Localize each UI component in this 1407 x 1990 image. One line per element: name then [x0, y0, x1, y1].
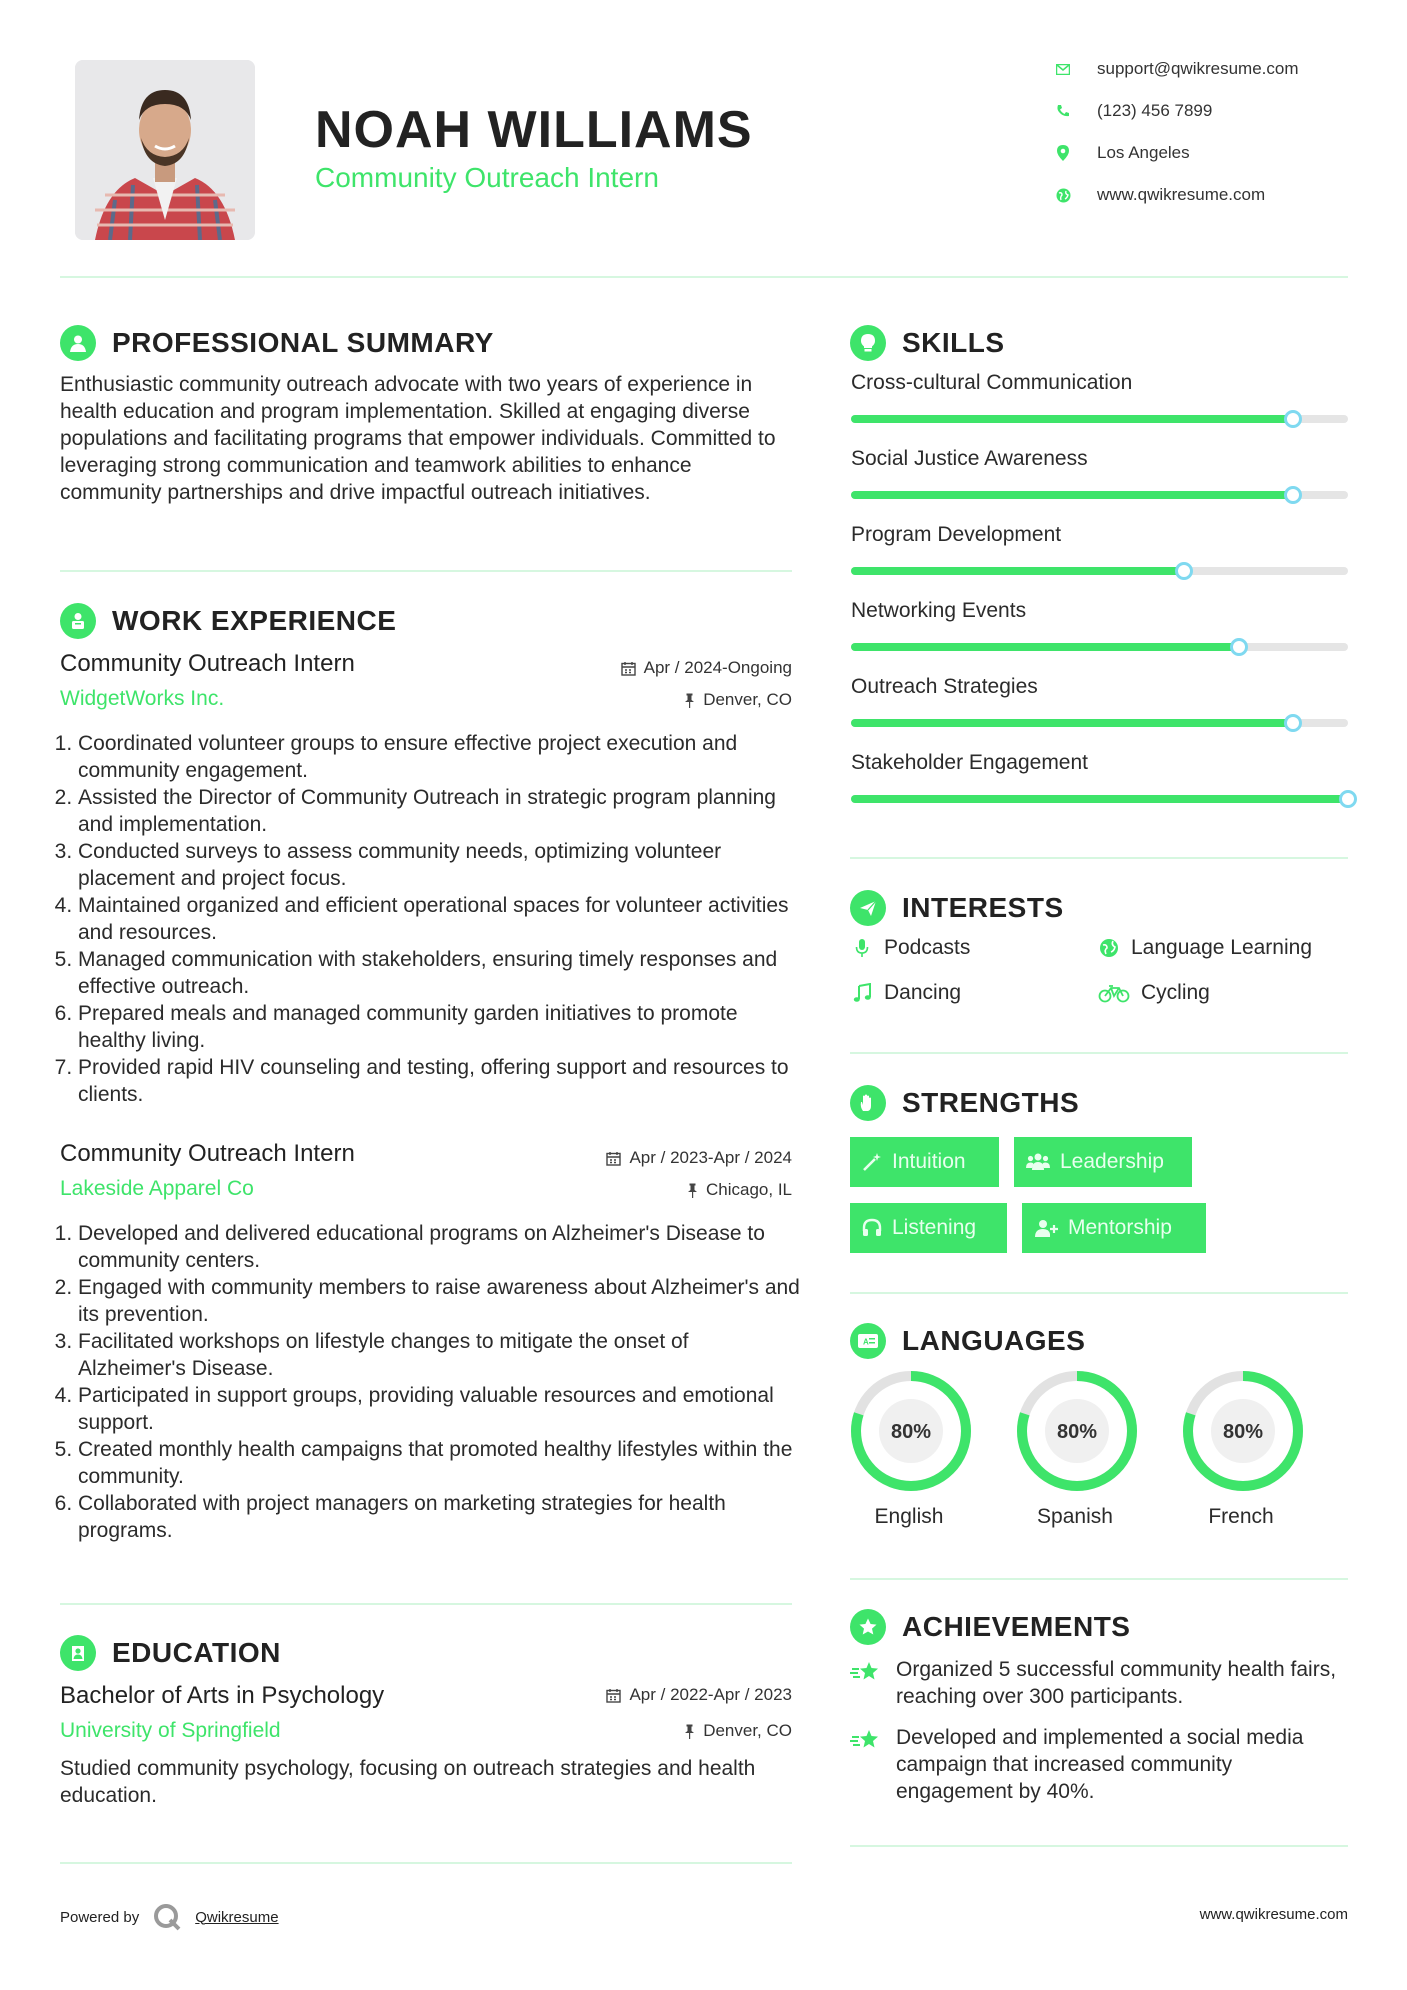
job-date-text: Apr / 2023-Apr / 2024 — [629, 1148, 792, 1167]
strength-tag — [850, 1203, 1007, 1253]
interests-divider — [850, 1052, 1348, 1054]
achievement-text: Organized 5 successful community health fairs, reaching over 300 participants. — [896, 1658, 1337, 1708]
svg-text:A: A — [863, 1337, 869, 1347]
summary-title: PROFESSIONAL SUMMARY — [112, 327, 494, 358]
contact-website[interactable] — [1055, 183, 1265, 207]
achievements-title: ACHIEVEMENTS — [902, 1611, 1131, 1642]
skill-fill — [851, 567, 1184, 575]
language-label: Spanish — [1037, 1505, 1113, 1528]
list-item: 5. Created monthly health campaigns that promoted healthy lifestyles within the community. — [78, 1436, 800, 1490]
candidate-name: NOAH WILLIAMS — [315, 101, 753, 159]
strength-tag — [1022, 1203, 1206, 1253]
header-divider — [60, 276, 1348, 278]
job-bullets — [60, 730, 800, 1108]
hand-icon — [850, 1085, 886, 1121]
skill-label: Stakeholder Engagement — [851, 751, 1088, 774]
achievement-item — [850, 1724, 1348, 1805]
skill-item — [851, 675, 1348, 751]
shooting-star-icon — [850, 1724, 882, 1759]
skill-item — [851, 371, 1348, 447]
envelope-icon — [1055, 61, 1071, 77]
footer-site[interactable]: www.qwikresume.com — [1199, 1906, 1348, 1923]
list-item: 6. Prepared meals and managed community garden initiatives to promote healthy living. — [78, 1000, 800, 1054]
language-item — [1181, 1369, 1305, 1529]
strength-label: Listening — [892, 1216, 977, 1239]
education-title: EDUCATION — [112, 1637, 281, 1668]
education-date-text: Apr / 2022-Apr / 2023 — [629, 1685, 792, 1704]
skill-slider-handle[interactable] — [1284, 714, 1302, 732]
strengths-title: STRENGTHS — [902, 1087, 1080, 1118]
briefcase-icon — [60, 603, 96, 639]
job-company: Lakeside Apparel Co — [60, 1177, 254, 1200]
education-text: Studied community psychology, focusing on outreach strategies and health education. — [60, 1757, 756, 1807]
school-name: University of Springfield — [60, 1719, 281, 1742]
skill-track — [851, 719, 1348, 727]
job-location — [480, 1180, 792, 1200]
language-label: English — [874, 1505, 944, 1528]
degree-title: Bachelor of Arts in Psychology — [60, 1682, 385, 1709]
skill-item — [851, 599, 1348, 675]
achievements-divider — [850, 1845, 1348, 1847]
skill-label: Cross-cultural Communication — [851, 371, 1133, 394]
skill-track — [851, 643, 1348, 651]
job-date-text: Apr / 2024-Ongoing — [643, 658, 792, 677]
language-percent: 80% — [1222, 1421, 1264, 1443]
star-icon — [850, 1609, 886, 1645]
skills-divider — [850, 857, 1348, 859]
contact-website-text: www.qwikresume.com — [1097, 185, 1266, 204]
achievement-item — [850, 1656, 1348, 1710]
skill-track — [851, 415, 1348, 423]
contact-location — [1055, 141, 1190, 165]
skills-list — [851, 371, 1348, 827]
profile-photo — [75, 60, 255, 240]
skill-track — [851, 491, 1348, 499]
strength-tag — [1014, 1137, 1192, 1187]
education-date — [480, 1685, 792, 1705]
pin-icon — [684, 1724, 695, 1739]
graduation-icon — [60, 1635, 96, 1671]
pin-icon — [687, 1183, 698, 1198]
skill-label: Program Development — [851, 523, 1062, 546]
skill-label: Networking Events — [851, 599, 1027, 622]
strength-tag — [850, 1137, 999, 1187]
strength-label: Leadership — [1060, 1150, 1164, 1173]
interest-label: Language Learning — [1131, 936, 1313, 959]
interest-label: Podcasts — [884, 936, 971, 959]
list-item: 4. Participated in support groups, providing valuable resources and emotional support. — [78, 1382, 800, 1436]
bicycle-icon — [1097, 983, 1131, 1003]
shooting-star-icon — [850, 1656, 882, 1691]
work-title: WORK EXPERIENCE — [112, 605, 397, 636]
language-progress-ring — [849, 1369, 973, 1493]
interest-item — [1097, 981, 1210, 1005]
contact-email-text: support@qwikresume.com — [1097, 59, 1299, 78]
job-date — [480, 1148, 792, 1168]
job-location-text: Denver, CO — [703, 690, 792, 709]
interest-item — [850, 936, 970, 960]
language-item — [849, 1369, 973, 1529]
id-card-icon — [850, 1323, 886, 1359]
lightbulb-icon — [850, 325, 886, 361]
skill-fill — [851, 795, 1348, 803]
job-title: Community Outreach Intern — [60, 1140, 355, 1167]
summary-text: Enthusiastic community outreach advocate with two years of experience in health education and program implementation. Skilled at engaging diverse populations and facilitating programs that empower individuals. Committed to leveraging strong communication and teamwork abilities to enhance community partnerships and drive impactful outreach initiatives. — [60, 373, 776, 504]
contact-phone-text: (123) 456 7899 — [1097, 101, 1213, 120]
job-bullets — [60, 1220, 800, 1544]
languages-heading — [850, 1323, 1085, 1359]
user-plus-icon — [1034, 1218, 1058, 1238]
skill-slider-handle[interactable] — [1284, 410, 1302, 428]
qwikresume-logo-icon — [153, 1903, 181, 1931]
list-item: 2. Assisted the Director of Community Outreach in strategic program planning and implementation. — [78, 784, 800, 838]
strength-label: Intuition — [892, 1150, 966, 1173]
footer-powered — [60, 1903, 279, 1931]
list-item: 6. Collaborated with project managers on marketing strategies for health programs. — [78, 1490, 800, 1544]
skills-heading — [850, 325, 1005, 361]
pin-icon — [684, 693, 695, 708]
interests-title: INTERESTS — [902, 892, 1064, 923]
job-title: Community Outreach Intern — [60, 650, 355, 677]
calendar-icon — [606, 1151, 621, 1166]
interest-label: Cycling — [1141, 981, 1210, 1004]
list-item: 1. Developed and delivered educational programs on Alzheimer's Disease to community centers. — [78, 1220, 800, 1274]
globe-icon — [1055, 187, 1071, 203]
education-heading — [60, 1635, 281, 1671]
skill-item — [851, 523, 1348, 599]
job-location-text: Chicago, IL — [706, 1180, 792, 1199]
interest-label: Dancing — [884, 981, 962, 1004]
skill-slider-handle[interactable] — [1230, 638, 1248, 656]
skill-fill — [851, 643, 1239, 651]
skill-label: Outreach Strategies — [851, 675, 1038, 698]
skill-item — [851, 447, 1348, 523]
strengths-divider — [850, 1292, 1348, 1294]
skill-item — [851, 751, 1348, 827]
list-item: 1. Coordinated volunteer groups to ensure effective project execution and community engagement. — [78, 730, 800, 784]
list-item: 5. Managed communication with stakeholders, ensuring timely responses and effective outreach. — [78, 946, 800, 1000]
skill-track — [851, 567, 1348, 575]
skill-fill — [851, 415, 1293, 423]
summary-heading — [60, 325, 494, 361]
contact-phone[interactable] — [1055, 99, 1212, 123]
candidate-role: Community Outreach Intern — [315, 162, 659, 193]
microphone-icon — [850, 938, 874, 958]
contact-email[interactable] — [1055, 57, 1299, 81]
language-item — [1015, 1369, 1139, 1529]
qwikresume-link[interactable]: Qwikresume — [195, 1908, 279, 1926]
calendar-icon — [606, 1688, 621, 1703]
music-note-icon — [850, 983, 874, 1003]
strength-label: Mentorship — [1068, 1216, 1172, 1239]
skills-title: SKILLS — [902, 327, 1005, 358]
language-percent: 80% — [890, 1421, 932, 1443]
skill-slider-handle[interactable] — [1284, 486, 1302, 504]
work-heading — [60, 603, 396, 639]
list-item: 2. Engaged with community members to raise awareness about Alzheimer's and its prevention. — [78, 1274, 800, 1328]
interests-heading — [850, 890, 1064, 926]
language-progress-ring — [1015, 1369, 1139, 1493]
interest-item — [850, 981, 961, 1005]
summary-divider — [60, 570, 792, 572]
users-icon — [1026, 1152, 1050, 1172]
list-item: 3. Conducted surveys to assess community needs, optimizing volunteer placement and project focus. — [78, 838, 800, 892]
phone-icon — [1055, 103, 1071, 119]
powered-by-label: Powered by — [60, 1908, 140, 1926]
achievements-heading — [850, 1609, 1130, 1645]
skill-fill — [851, 491, 1293, 499]
skill-track — [851, 795, 1348, 803]
education-location — [480, 1721, 792, 1741]
language-percent: 80% — [1056, 1421, 1098, 1443]
education-location-text: Denver, CO — [703, 1721, 792, 1740]
interest-item — [1097, 936, 1312, 960]
language-label: French — [1208, 1505, 1274, 1528]
languages-divider — [850, 1578, 1348, 1580]
list-item: 3. Facilitated workshops on lifestyle changes to mitigate the onset of Alzheimer's Disease. — [78, 1328, 800, 1382]
job-location — [480, 690, 792, 710]
skill-slider-handle[interactable] — [1339, 790, 1357, 808]
skill-slider-handle[interactable] — [1175, 562, 1193, 580]
map-pin-icon — [1055, 145, 1071, 161]
languages-title: LANGUAGES — [902, 1325, 1086, 1356]
globe-icon — [1097, 938, 1121, 958]
strengths-heading — [850, 1085, 1079, 1121]
contact-location-text: Los Angeles — [1097, 143, 1190, 162]
skill-label: Social Justice Awareness — [851, 447, 1088, 470]
skill-fill — [851, 719, 1293, 727]
paper-plane-icon — [850, 890, 886, 926]
headphones-icon — [862, 1218, 882, 1238]
list-item: 7. Provided rapid HIV counseling and testing, offering support and resources to clients. — [78, 1054, 800, 1108]
work-divider — [60, 1603, 792, 1605]
user-icon — [60, 325, 96, 361]
magic-wand-icon — [862, 1152, 882, 1172]
job-company: WidgetWorks Inc. — [60, 687, 225, 710]
job-date — [480, 658, 792, 678]
list-item: 4. Maintained organized and efficient operational spaces for volunteer activities and resources. — [78, 892, 800, 946]
achievement-text: Developed and implemented a social media campaign that increased community engagement by 40%. — [896, 1726, 1304, 1803]
language-progress-ring — [1181, 1369, 1305, 1493]
education-divider — [60, 1862, 792, 1864]
calendar-icon — [621, 661, 636, 676]
